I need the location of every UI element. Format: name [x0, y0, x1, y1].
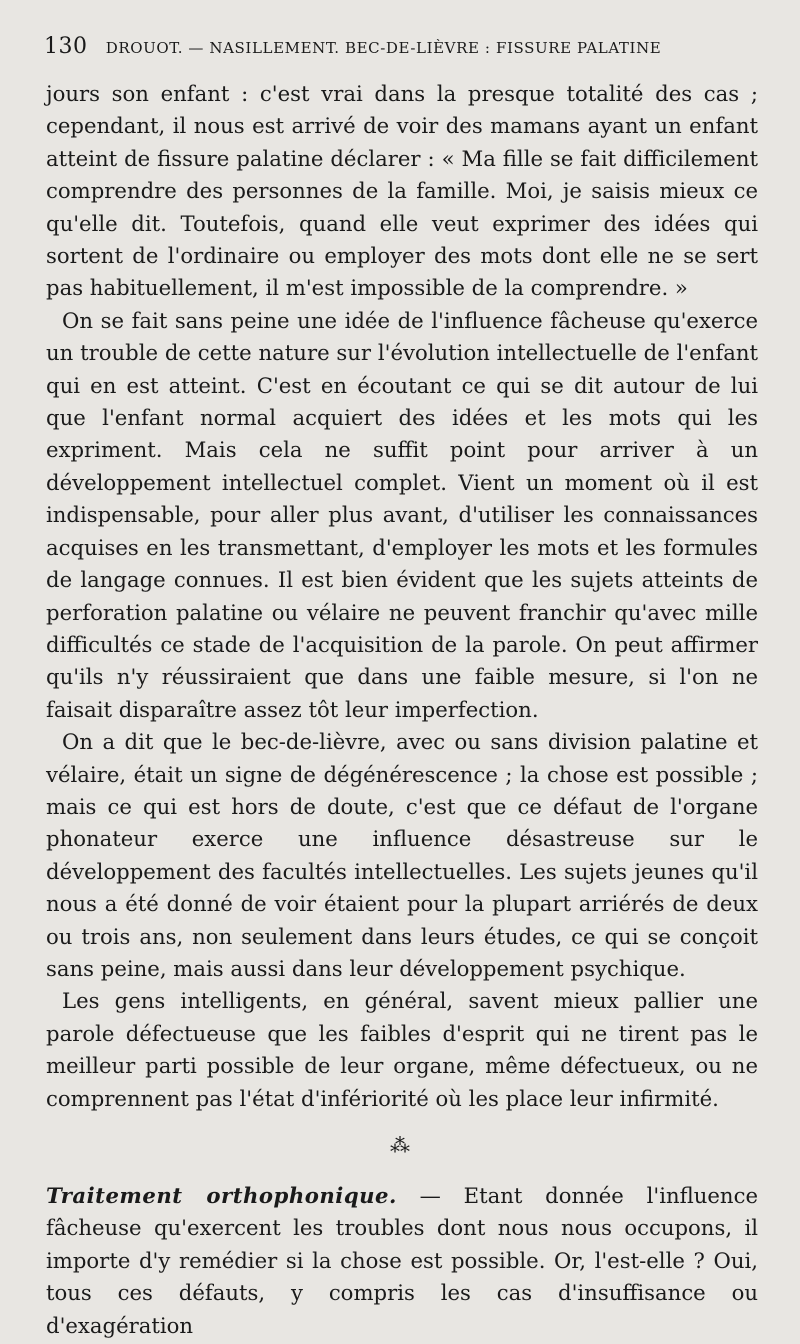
section-paragraph: [46, 1180, 758, 1342]
page-header: [44, 34, 744, 59]
paragraph: Les gens intelligents, en général, savent mieux pallier une parole défectueuse que les faibles d'esprit qui ne tirent pas le meilleur parti possible de leur organe, même défectueux, ou ne comprennent pas l'état d'infériorité où les place leur infirmité.: [46, 988, 758, 1111]
running-head: DROUOT. — NASILLEMENT. BEC-DE-LIÈVRE : FISSURE PALATINE: [105, 39, 662, 57]
section-text: — Etant donnée l'influence fâcheuse qu'exercent les troubles dont nous nous occupons, il importe d'y remédier si la chose est possible. Or, l'est-elle ? Oui, tous ces défauts, y compris les cas d'insuffisance ou d'exagération: [46, 1183, 758, 1338]
paragraph: jours son enfant : c'est vrai dans la presque totalité des cas ; cependant, il nous est arrivé de voir des mamans ayant un enfant atteint de fissure palatine déclarer : « Ma fille se fait difficilement comprendre des personnes de la famille. Moi, je saisis mieux ce qu'elle dit. Toutefois, quand elle veut exprimer des idées qui sortent de l'ordinaire ou employer des mots dont elle ne se sert pas habituellement, il m'est impossible de la comprendre. »: [46, 81, 758, 301]
body-text: [46, 78, 758, 1115]
section-heading: Traitement orthophonique.: [46, 1183, 397, 1208]
page-number: 130: [44, 34, 88, 59]
paragraph: On a dit que le bec-de-lièvre, avec ou sans division palatine et vélaire, était un signe de dégénérescence ; la chose est possible ; mais ce qui est hors de doute, c'est que ce défaut de l'organe phonateur exerce une influence désastreuse sur le développement des facultés intellectuelles. Les sujets jeunes qu'il nous a été donné de voir étaient pour la plupart arriérés de deux ou trois ans, non seulement dans leurs études, ce qui se conçoit sans peine, mais aussi dans leur développement psychique.: [46, 729, 758, 981]
section-separator: ⁂: [390, 1133, 410, 1157]
paragraph: On se fait sans peine une idée de l'influence fâcheuse qu'exerce un trouble de cette nature sur l'évolution intellectuelle de l'enfant qui en est atteint. C'est en écoutant ce qui se dit autour de lui que l'enfant normal acquiert des idées et les mots qui les expriment. Mais cela ne suffit point pour arriver à un développement intellectuel complet. Vient un moment où il est indispensable, pour aller plus avant, d'utiliser les connaissances acquises en les transmettant, d'employer les mots et les formules de langage connues. Il est bien évident que les sujets atteints de perforation palatine ou vélaire ne peuvent franchir qu'avec mille difficultés ce stade de l'acquisition de la parole. On peut affirmer qu'ils n'y réussiraient que dans une faible mesure, si l'on ne faisait disparaître assez tôt leur imperfection.: [46, 307, 758, 722]
